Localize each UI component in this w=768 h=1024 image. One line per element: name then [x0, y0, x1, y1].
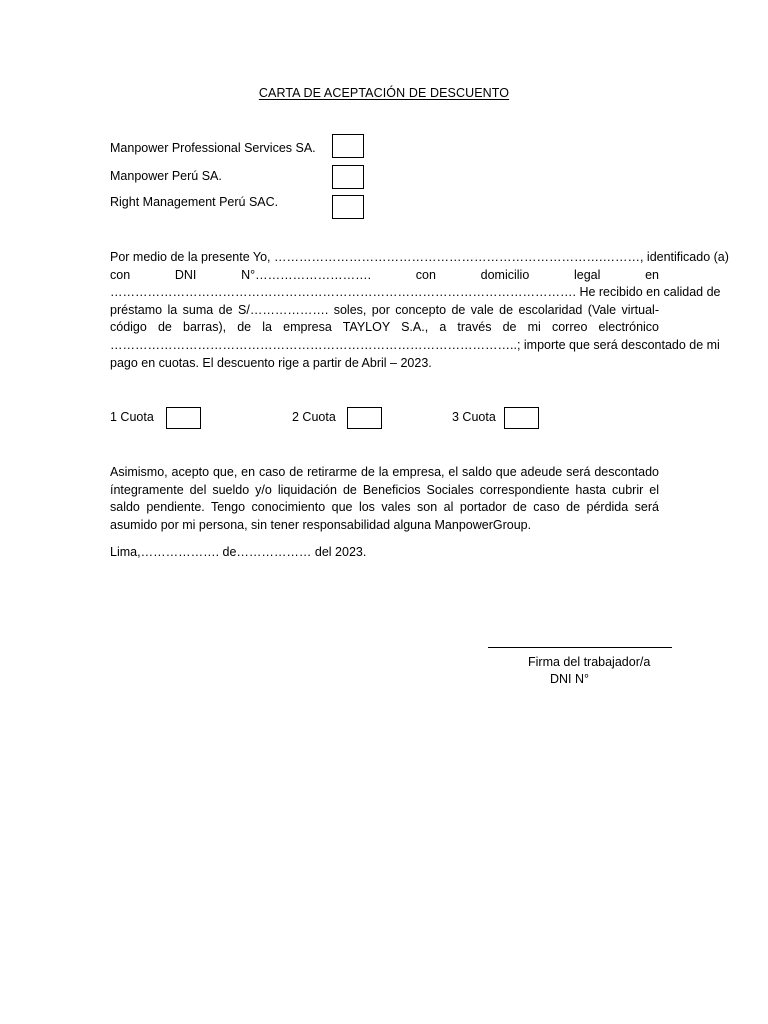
- company-checkbox-right-management[interactable]: [332, 195, 364, 219]
- document-title-text: CARTA DE ACEPTACIÓN DE DESCUENTO: [258, 86, 510, 100]
- cuota-option-2: 2 Cuota: [292, 410, 336, 424]
- paragraph-line: Por medio de la presente Yo, …………………………………………………………………….………, identificado (a): [110, 250, 729, 264]
- paragraph-line: saldo pendiente. Tengo conocimiento que los vales son al portador de caso de pérdida será: [110, 500, 659, 515]
- paragraph-line: íntegramente del sueldo y/o liquidación de Beneficios Sociales correspondiente hasta cubrir el: [110, 482, 659, 497]
- declaration-paragraph: [110, 249, 729, 372]
- date-line: Lima,………………. de……………… del 2023.: [110, 545, 367, 559]
- paragraph-line: ……………………………………………………………………………………..; importe que será descontado de mi: [110, 337, 720, 352]
- paragraph-line: con DNI N°………………………. con domicilio legal en: [110, 267, 659, 282]
- company-checkbox-manpower-peru[interactable]: [332, 165, 364, 189]
- company-option-professional-services: Manpower Professional Services SA.: [110, 141, 316, 155]
- paragraph-line: préstamo la suma de S/………………. soles, por concepto de vale de escolaridad (Vale virtual-: [110, 302, 659, 317]
- cuota-option-1: 1 Cuota: [110, 410, 154, 424]
- paragraph-line: código de barras), de la empresa TAYLOY S.A., a través de mi correo electrónico: [110, 320, 659, 335]
- cuota-option-3: 3 Cuota: [452, 410, 496, 424]
- signature-line: [488, 647, 672, 648]
- company-option-manpower-peru: Manpower Perú SA.: [110, 169, 222, 183]
- paragraph-line: Asimismo, acepto que, en caso de retirarme de la empresa, el saldo que adeude será descontado: [110, 465, 659, 479]
- cuota-checkbox-3[interactable]: [504, 407, 539, 429]
- signature-label: Firma del trabajador/a: [528, 655, 651, 669]
- company-option-right-management: Right Management Perú SAC.: [110, 195, 279, 209]
- cuota-checkbox-2[interactable]: [347, 407, 382, 429]
- dni-label: DNI N°: [550, 672, 590, 686]
- paragraph-line: …………………………………………………………………………………………………. He recibido en calidad de: [110, 285, 721, 300]
- paragraph-line: pago en cuotas. El descuento rige a partir de Abril – 2023.: [110, 355, 432, 370]
- document-title: [0, 86, 768, 100]
- terms-paragraph: [110, 464, 659, 534]
- paragraph-line: asumido por mi persona, sin tener responsabilidad alguna ManpowerGroup.: [110, 517, 532, 532]
- cuota-checkbox-1[interactable]: [166, 407, 201, 429]
- company-checkbox-professional-services[interactable]: [332, 134, 364, 158]
